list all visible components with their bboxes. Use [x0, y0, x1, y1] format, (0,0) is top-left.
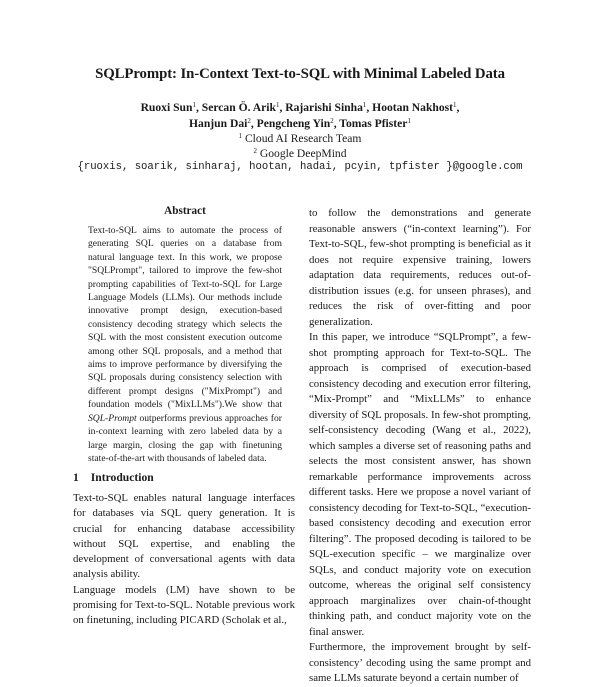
abstract-text-tail: outperforms previous approaches for in-context learning with zero labeled data by a large margin, closing the gap with finetuning state-of-the-art with thousands of labeled data.	[88, 412, 282, 464]
author-name: Tomas Pfister	[339, 117, 408, 130]
right-column-body	[309, 206, 531, 687]
paragraph: to follow the demonstrations and generate reasonable answers (“in-context learning”). For Text-to-SQL, few-shot prompting is beneficial as it does not require expensive training, lowers adaptation data requirements, reduces out-of-distribution issues (e.g. for unseen phrases), and reduces the risk of over-fitting and poor generalization.	[309, 207, 531, 328]
paragraph: Furthermore, the improvement brought by self-consistency’ decoding using the same prompt and same LLMs saturate beyond a certain number of	[309, 641, 531, 684]
affiliation-1	[0, 132, 600, 145]
section-title: Introduction	[90, 471, 154, 484]
author-affil-mark: 1	[362, 101, 367, 109]
author-name: Pengcheng Yin	[256, 117, 331, 130]
author-affil-mark: 2	[330, 117, 334, 125]
author-list-line-1: Ruoxi Sun$^1$, Sercan Ö. Arik$^1$, Rajarishi Sinha$^1$, Hootan Nakhost$^1$,	[140, 101, 460, 114]
introduction-body	[73, 491, 295, 629]
abstract-heading: Abstract	[164, 205, 206, 217]
author-list-line-2: Hanjun Dai$^2$, Pengcheng Yin$^2$, Tomas Pfister$^1$	[189, 117, 411, 130]
abstract-body	[88, 224, 282, 465]
author-name: Hootan Nakhost	[372, 101, 454, 114]
section-number: 1	[73, 471, 79, 484]
affiliation-2	[0, 147, 600, 160]
author-affil-mark: 1	[407, 117, 411, 125]
author-emails: {ruoxis, soarik, sinharaj, hootan, hadai, pcyin, tpfister }@google.com	[77, 161, 523, 173]
paragraph: Text-to-SQL enables natural language interfaces for databases via SQL query generation. It is crucial for enhancing database accessibility without SQL expertise, and enabling the development of conversational agents with data analysis ability.	[73, 492, 295, 581]
abstract-text: Text-to-SQL aims to automate the process of generating SQL queries on a database from natural language text. In this work, we propose "SQLPrompt", tailored to improve the few-shot prompting capabilities of Text-to-SQL for Large Language Models (LLMs). Our methods include innovative prompt design, execution-based consistency decoding strategy which selects the SQL with the most consistent execution outcome among other SQL proposals, and a method that aims to improve performance by diversifying the SQL proposals during consistency selection with different prompt designs ("MixPrompt") and foundation models ("MixLLMs").We show that	[88, 225, 282, 411]
affiliation-mark: 1	[238, 132, 243, 140]
author-affil-mark: 1	[453, 101, 457, 109]
author-name: Ruoxi Sun	[140, 101, 193, 114]
section-heading-introduction	[73, 471, 154, 484]
abstract-method-name: SQL-Prompt	[88, 412, 137, 424]
paragraph: In this paper, we introduce “SQLPrompt”, a few-shot prompting approach for Text-to-SQL. The approach is comprised of execution-based consistency decoding and execution error filtering, “Mix-Prompt” and “MixLLMs” to enhance diversity of SQL proposals. In few-shot prompting, self-consistency decoding (Wang et al., 2022), which samples a diverse set of reasoning paths and selects the most consistent answer, has shown remarkable performance improvements across different tasks. Here we propose a novel variant of consistency decoding for Text-to-SQL, “execution-based consistency decoding and execution error filtering”. The proposed decoding is tailored to be SQL-execution specific – we marginalize over SQLs, and conduct majority vote on execution outcome, whereas the original self consistency approach marginalizes over chain-of-thought thinking path, and conduct majority vote on the final answer.	[309, 331, 531, 638]
author-affil-mark: 1	[192, 101, 196, 109]
affiliation-text: Google DeepMind	[259, 147, 347, 160]
author-name: Hanjun Dai	[189, 117, 248, 130]
affiliation-text: Cloud AI Research Team	[244, 132, 362, 145]
author-affil-mark: 2	[247, 117, 251, 125]
author-affil-mark: 1	[275, 101, 280, 109]
author-name: Sercan Ö. Arik	[201, 101, 276, 114]
author-name: Rajarishi Sinha	[285, 101, 363, 114]
affiliation-mark: 2	[253, 147, 257, 155]
paragraph: Language models (LM) have shown to be promising for Text-to-SQL. Notable previous work on finetuning, including PICARD (Scholak et al.,	[73, 583, 295, 627]
paper-title: SQLPrompt: In-Context Text-to-SQL with Minimal Labeled Data	[95, 66, 505, 82]
